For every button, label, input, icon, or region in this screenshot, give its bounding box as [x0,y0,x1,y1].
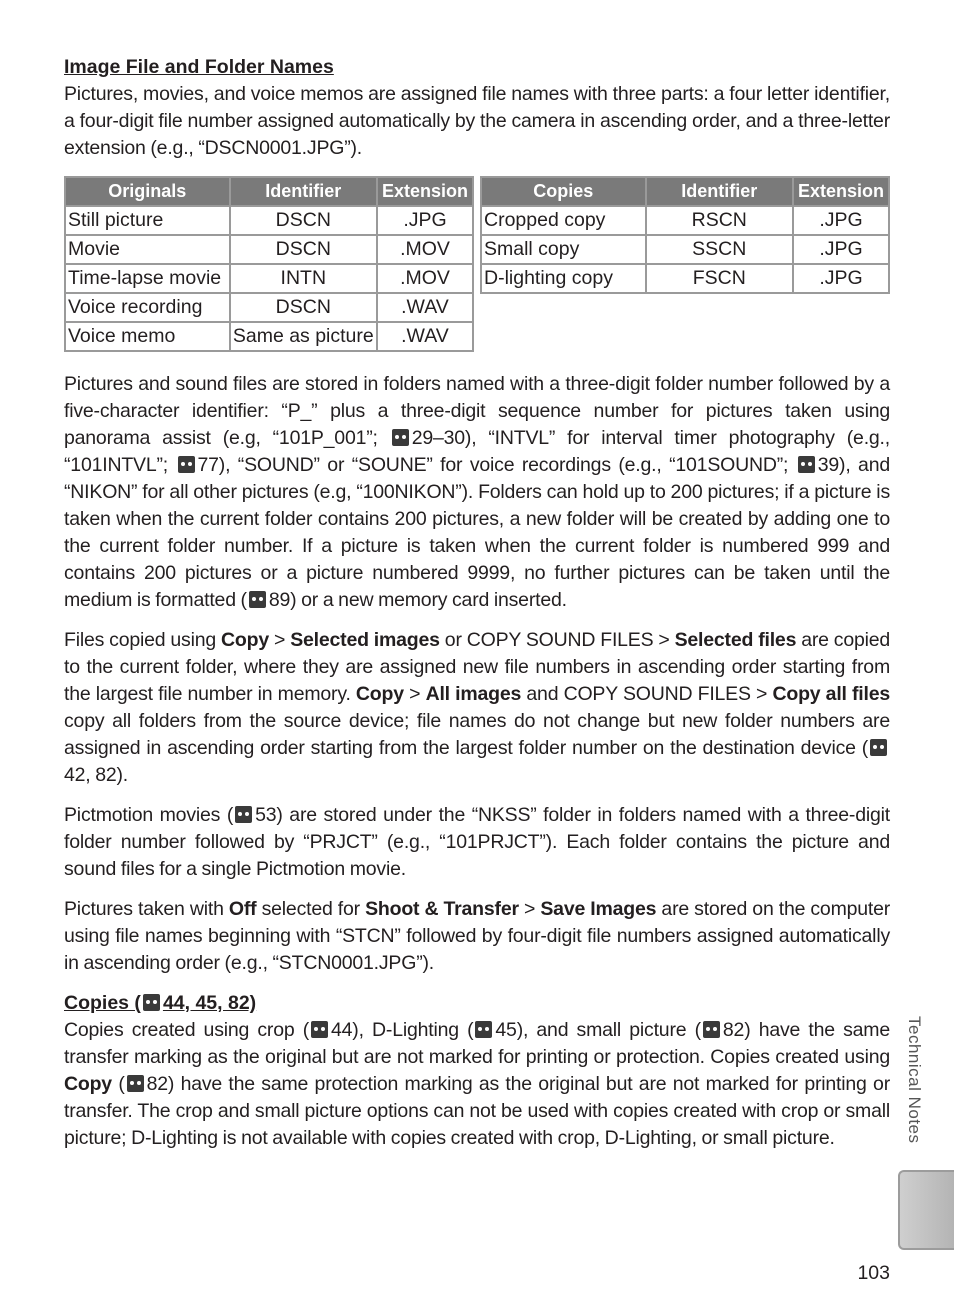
text-run: 44), D-Lighting ( [331,1019,474,1041]
table-cell: .WAV [378,323,472,350]
page-content [64,54,890,1152]
page-reference-icon [178,456,195,473]
text-run: selected for [261,898,360,920]
page-reference-icon [392,429,409,446]
column-header: Extension [378,178,472,205]
text-run: 89) or a new memory card inserted. [268,589,567,611]
table-cell: .WAV [378,294,472,321]
text-run: or COPY SOUND FILES > [444,629,670,651]
copy-files-paragraph [64,627,890,789]
page-reference-icon [143,994,160,1011]
text-run: 53) are stored under the “NKSS” folder in folders named with a three-digit folder number followed by “PRJCT” (e.g., “101PRJCT”). Each folder contains the picture and sound files for a single Pictmotion movie. [64,804,890,880]
column-header: Originals [66,178,229,205]
originals-table [64,176,474,352]
table-row [66,323,472,350]
text-run: ( [118,1073,125,1095]
column-header: Copies [482,178,645,205]
table-cell: .JPG [794,265,888,292]
table-cell: Time-lapse movie [66,265,229,292]
table-cell: D-lighting copy [482,265,645,292]
table-cell: Cropped copy [482,207,645,234]
naming-tables [64,176,890,359]
table-cell: DSCN [231,294,376,321]
page-reference-icon [475,1021,492,1038]
intro-paragraph: Pictures, movies, and voice memos are assigned file names with three parts: a four letter identifier, a four-digit file number assigned automatically by the camera in ascending order, and a three-letter extension (e.g., “DSCN0001.JPG”). [64,83,890,159]
page-number: 103 [857,1262,890,1284]
table-cell: Still picture [66,207,229,234]
page-reference-icon [703,1021,720,1038]
table-cell: INTN [231,265,376,292]
copies-table [480,176,890,294]
table-cell: Same as picture [231,323,376,350]
text-run: > [524,898,536,920]
table-cell: Movie [66,236,229,263]
folders-paragraph [64,371,890,614]
page-reference-icon [311,1021,328,1038]
menu-term: Shoot & Transfer [365,898,519,920]
text-run: copy all folders from the source device; file names do not change but new folder numbers are assigned in ascending order starting from the largest folder number on the destination device ( [64,710,890,759]
table-cell: Small copy [482,236,645,263]
table-cell: RSCN [647,207,792,234]
text-run: Pictmotion movies ( [64,804,234,826]
menu-term: Save Images [540,898,657,920]
table-cell: SSCN [647,236,792,263]
text-run: Copies ( [64,992,141,1014]
section-thumb-tab [898,1170,954,1250]
column-header: Identifier [231,178,376,205]
text-run: 82) have the same protection marking as the original but are not marked for printing or transfer. The crop and small picture options can not be used with copies created with crop or small picture; D-Lighting is not available with copies created with crop, D-Lighting, or small picture. [64,1073,890,1149]
text-run: Copies created using crop ( [64,1019,310,1041]
table-cell: .JPG [794,207,888,234]
text-run: Pictures and sound files are stored in folders named with a three-digit folder number followed by a five-character identifier: “P_” plus a three-digit sequence number for pictures taken using panorama assist (e.g, “101P_001”; [64,373,890,449]
text-run: > [409,683,421,705]
text-run: > [273,629,286,651]
table-cell: DSCN [231,236,376,263]
table-cell: Voice memo [66,323,229,350]
column-header: Identifier [647,178,792,205]
table-row [482,207,888,234]
menu-term: All images [425,683,522,705]
section-heading-copies [64,990,890,1017]
table-row [482,236,888,263]
pictmotion-paragraph [64,802,890,883]
section-side-label: Technical Notes [905,1016,924,1144]
menu-term: Copy [221,629,269,651]
text-run: are copied to the current folder, where they are assigned new file numbers in ascending order starting from the largest file number in memory. [64,629,891,705]
menu-term: Copy [355,683,404,705]
page-reference-icon [870,739,887,756]
menu-term: Off [228,898,257,920]
text-run: 45), and small picture ( [495,1019,701,1041]
table-cell: .MOV [378,265,472,292]
menu-term: Selected files [674,629,797,651]
table-cell: Voice recording [66,294,229,321]
text-run: 39), and “NIKON” for all other pictures (e.g, “100NIKON”). Folders can hold up to 200 pictures; if a picture is taken when the current folder contains 200 pictures, a new folder will be created by adding one to the current folder number. If a picture is taken when the current folder is numbered 999 and contains 200 pictures or a picture numbered 9999, no further pictures can be taken until the medium is formatted ( [64,454,890,611]
table-cell: .JPG [378,207,472,234]
copies-paragraph [64,1017,890,1152]
menu-term: Copy all files [772,683,891,705]
text-run: 42, 82). [64,764,129,786]
table-cell: FSCN [647,265,792,292]
table-header-row [482,178,888,205]
transfer-paragraph [64,896,890,977]
column-header: Extension [794,178,888,205]
menu-term: Selected images [290,629,440,651]
page-reference-icon [249,591,266,608]
page-reference-icon [798,456,815,473]
page-reference-icon [235,806,252,823]
text-run: and COPY SOUND FILES > [526,683,768,705]
section-heading-file-names: Image File and Folder Names [64,56,334,78]
table-header-row [66,178,472,205]
table-row [66,294,472,321]
text-run: 82) have the same transfer marking as the original but are not marked for printing or protection. Copies created using [64,1019,890,1068]
page-reference-icon [127,1075,144,1092]
table-row [66,207,472,234]
text-run: 77), “SOUND” or “SOUNE” for voice recordings (e.g., “101SOUND”; [197,454,789,476]
table-row [66,265,472,292]
menu-term: Copy [64,1073,112,1095]
table-cell: .MOV [378,236,472,263]
table-row [66,236,472,263]
text-run: Files copied using [64,629,217,651]
text-run: 44, 45, 82) [162,992,257,1014]
text-run: Pictures taken with [64,898,224,920]
table-row [482,265,888,292]
table-cell: .JPG [794,236,888,263]
table-cell: DSCN [231,207,376,234]
text-run: are stored on the computer using file names beginning with “STCN” followed by four-digit file numbers assigned automatically in ascending order (e.g., “STCN0001.JPG”). [64,898,891,974]
text-run: 29–30), “INTVL” for interval timer photography (e.g., “101INTVL”; [64,427,890,476]
